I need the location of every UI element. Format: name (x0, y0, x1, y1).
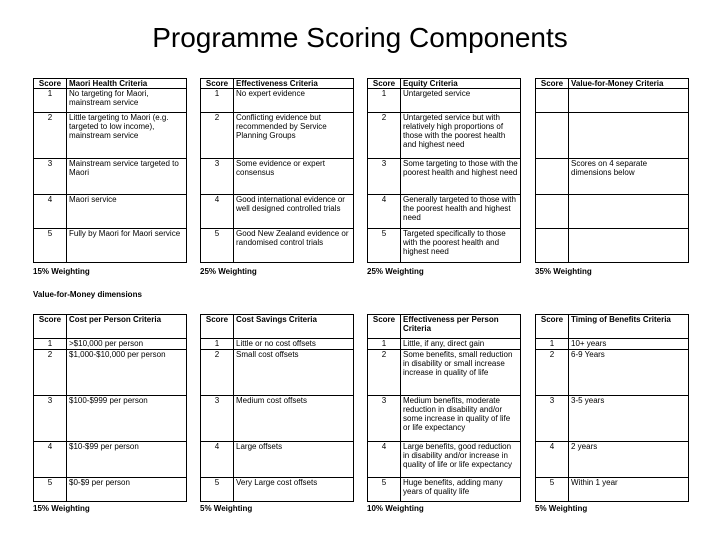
table-row (201, 442, 354, 478)
score-cell (536, 89, 569, 113)
criteria-cell: Very Large cost offsets (234, 478, 354, 502)
criteria-cell: Some targeting to those with the poorest health and highest need (401, 159, 521, 195)
table-row (201, 350, 354, 396)
table-row (368, 339, 521, 350)
table-row (34, 350, 187, 396)
timing-of-benefits-table (535, 314, 689, 502)
weighting-label: 25% Weighting (367, 267, 424, 276)
score-cell: 2 (536, 350, 569, 396)
score-header: Score (34, 79, 67, 89)
criteria-cell: Scores on 4 separate dimensions below (569, 159, 689, 195)
score-cell: 4 (368, 442, 401, 478)
weighting-label: 15% Weighting (33, 504, 90, 513)
score-cell: 3 (34, 396, 67, 442)
score-cell: 1 (368, 89, 401, 113)
table-row (368, 113, 521, 159)
table-row (201, 229, 354, 263)
table-row (201, 339, 354, 350)
score-cell: 4 (34, 195, 67, 229)
score-cell: 2 (34, 350, 67, 396)
table-row (536, 195, 689, 229)
table-row (34, 159, 187, 195)
criteria-cell (569, 195, 689, 229)
value-for-money-table (535, 78, 689, 263)
score-cell (536, 229, 569, 263)
score-cell: 2 (368, 113, 401, 159)
criteria-cell (569, 229, 689, 263)
table-row (201, 89, 354, 113)
cost-per-person-table (33, 314, 187, 502)
table-header-row (536, 315, 689, 339)
criteria-header: Effectiveness Criteria (234, 79, 354, 89)
criteria-header: Equity Criteria (401, 79, 521, 89)
table-header-row (368, 79, 521, 89)
score-header: Score (536, 79, 569, 89)
table-row (201, 478, 354, 502)
table-row (536, 396, 689, 442)
table-row (34, 195, 187, 229)
table-row (368, 350, 521, 396)
score-header: Score (536, 315, 569, 339)
table-row (201, 195, 354, 229)
score-header: Score (368, 79, 401, 89)
criteria-cell: Fully by Maori for Maori service (67, 229, 187, 263)
criteria-cell: Small cost offsets (234, 350, 354, 396)
score-cell: 5 (201, 229, 234, 263)
score-cell: 5 (201, 478, 234, 502)
score-cell: 3 (201, 396, 234, 442)
score-cell: 1 (536, 339, 569, 350)
criteria-header: Cost Savings Criteria (234, 315, 354, 339)
score-cell: 5 (536, 478, 569, 502)
criteria-cell: Some evidence or expert consensus (234, 159, 354, 195)
table-row (536, 478, 689, 502)
score-cell: 2 (368, 350, 401, 396)
table-row (536, 442, 689, 478)
criteria-cell: Conflicting evidence but recommended by Service Planning Groups (234, 113, 354, 159)
criteria-cell: Mainstream service targeted to Maori (67, 159, 187, 195)
table-row (34, 396, 187, 442)
score-cell (536, 159, 569, 195)
criteria-cell: $10-$99 per person (67, 442, 187, 478)
criteria-cell: Little targeting to Maori (e.g. targeted to low income), mainstream service (67, 113, 187, 159)
cost-savings-table (200, 314, 354, 502)
score-header: Score (368, 315, 401, 339)
table-row (34, 113, 187, 159)
score-cell: 4 (201, 195, 234, 229)
score-cell (536, 195, 569, 229)
criteria-header: Timing of Benefits Criteria (569, 315, 689, 339)
table-row (201, 113, 354, 159)
criteria-cell: Good New Zealand evidence or randomised control trials (234, 229, 354, 263)
table-row (536, 159, 689, 195)
criteria-cell: No targeting for Maori, mainstream service (67, 89, 187, 113)
table-header-row (34, 79, 187, 89)
weighting-label: 10% Weighting (367, 504, 424, 513)
criteria-header: Maori Health Criteria (67, 79, 187, 89)
criteria-cell: Large offsets (234, 442, 354, 478)
criteria-cell: 3-5 years (569, 396, 689, 442)
criteria-header: Effectiveness per Person Criteria (401, 315, 521, 339)
criteria-cell: 2 years (569, 442, 689, 478)
value-for-money-subheading: Value-for-Money dimensions (33, 290, 142, 299)
criteria-cell: Large benefits, good reduction in disability and/or increase in quality of life or life expectancy (401, 442, 521, 478)
table-header-row (368, 315, 521, 339)
equity-table (367, 78, 521, 263)
table-header-row (536, 79, 689, 89)
criteria-cell: No expert evidence (234, 89, 354, 113)
criteria-cell: Little or no cost offsets (234, 339, 354, 350)
weighting-label: 5% Weighting (535, 504, 588, 513)
criteria-cell (569, 89, 689, 113)
table-row (34, 442, 187, 478)
table-row (368, 478, 521, 502)
criteria-cell: $1,000-$10,000 per person (67, 350, 187, 396)
table-row (536, 229, 689, 263)
criteria-header: Value-for-Money Criteria (569, 79, 689, 89)
weighting-label: 5% Weighting (200, 504, 253, 513)
score-cell (536, 113, 569, 159)
score-cell: 1 (34, 339, 67, 350)
table-row (368, 442, 521, 478)
score-cell: 4 (34, 442, 67, 478)
table-row (368, 89, 521, 113)
table-row (201, 159, 354, 195)
table-row (536, 89, 689, 113)
score-cell: 3 (368, 396, 401, 442)
criteria-cell (569, 113, 689, 159)
table-header-row (34, 315, 187, 339)
criteria-header: Cost per Person Criteria (67, 315, 187, 339)
criteria-cell: 6-9 Years (569, 350, 689, 396)
criteria-cell: $100-$999 per person (67, 396, 187, 442)
criteria-cell: Targeted specifically to those with the poorest health and highest need (401, 229, 521, 263)
table-row (34, 339, 187, 350)
score-cell: 4 (536, 442, 569, 478)
score-cell: 3 (536, 396, 569, 442)
score-header: Score (201, 79, 234, 89)
effectiveness-per-person-table (367, 314, 521, 502)
criteria-cell: >$10,000 per person (67, 339, 187, 350)
table-row (368, 229, 521, 263)
table-row (536, 113, 689, 159)
maori-health-table (33, 78, 187, 263)
score-cell: 3 (201, 159, 234, 195)
criteria-cell: Huge benefits, adding many years of quality life (401, 478, 521, 502)
weighting-label: 25% Weighting (200, 267, 257, 276)
criteria-cell: 10+ years (569, 339, 689, 350)
table-row (34, 89, 187, 113)
criteria-cell: Untargeted service but with relatively high proportions of those with the poorest health and highest need (401, 113, 521, 159)
score-cell: 2 (34, 113, 67, 159)
score-cell: 2 (201, 350, 234, 396)
score-cell: 3 (34, 159, 67, 195)
table-row (536, 350, 689, 396)
table-header-row (201, 315, 354, 339)
table-row (34, 478, 187, 502)
criteria-cell: Generally targeted to those with the poorest health and highest need (401, 195, 521, 229)
criteria-cell: $0-$9 per person (67, 478, 187, 502)
score-cell: 1 (368, 339, 401, 350)
score-cell: 4 (201, 442, 234, 478)
page-title: Programme Scoring Components (152, 22, 568, 53)
score-cell: 1 (34, 89, 67, 113)
table-row (368, 195, 521, 229)
score-cell: 4 (368, 195, 401, 229)
score-cell: 1 (201, 89, 234, 113)
score-cell: 5 (34, 478, 67, 502)
score-cell: 3 (368, 159, 401, 195)
criteria-cell: Little, if any, direct gain (401, 339, 521, 350)
score-header: Score (201, 315, 234, 339)
score-header: Score (34, 315, 67, 339)
weighting-label: 35% Weighting (535, 267, 592, 276)
criteria-cell: Some benefits, small reduction in disability or small increase increase in quality of life (401, 350, 521, 396)
score-cell: 1 (201, 339, 234, 350)
table-header-row (201, 79, 354, 89)
criteria-cell: Within 1 year (569, 478, 689, 502)
criteria-cell: Good international evidence or well designed controlled trials (234, 195, 354, 229)
criteria-cell: Untargeted service (401, 89, 521, 113)
table-row (368, 159, 521, 195)
criteria-cell: Maori service (67, 195, 187, 229)
score-cell: 5 (368, 478, 401, 502)
criteria-cell: Medium benefits, moderate reduction in disability and/or some increase in quality of life or life expectancy (401, 396, 521, 442)
score-cell: 5 (34, 229, 67, 263)
table-row (34, 229, 187, 263)
score-cell: 5 (368, 229, 401, 263)
score-cell: 2 (201, 113, 234, 159)
table-row (201, 396, 354, 442)
table-row (536, 339, 689, 350)
table-row (368, 396, 521, 442)
criteria-cell: Medium cost offsets (234, 396, 354, 442)
effectiveness-table (200, 78, 354, 263)
weighting-label: 15% Weighting (33, 267, 90, 276)
